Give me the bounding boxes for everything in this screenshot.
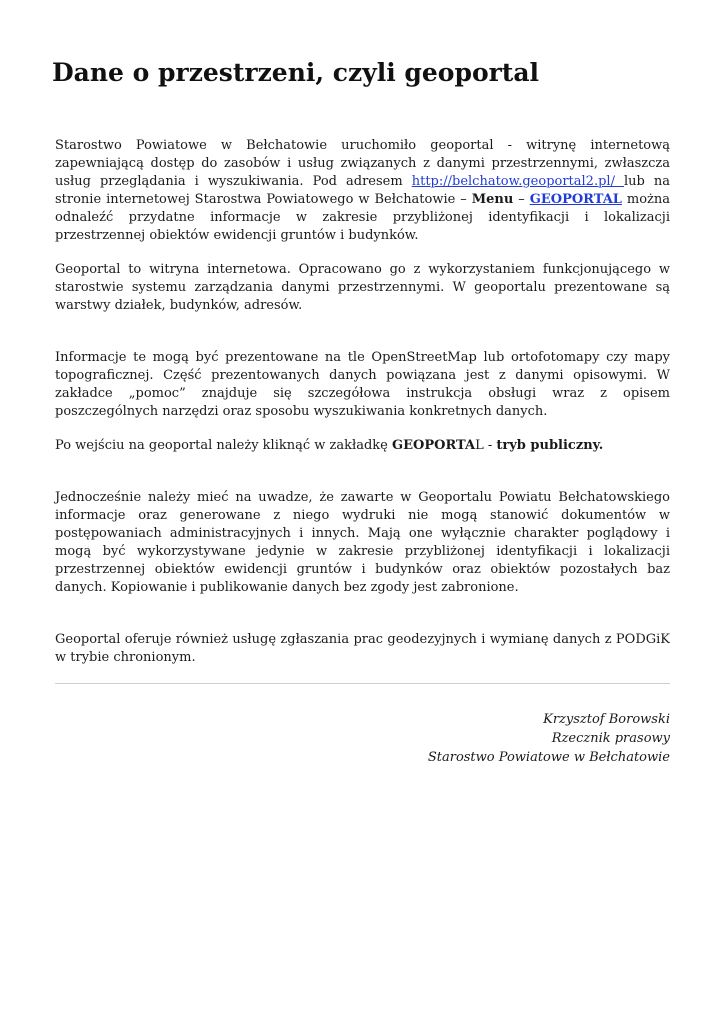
paragraph-description: Geoportal to witryna internetowa. Opracowano go z wykorzystaniem funkcjonującego w starostwie systemu zarządzania danymi przestrzennymi. W geoportalu prezentowane są warstwy działek, budynków, adresów. <box>55 262 670 313</box>
paragraph-intro-text-d: można odnaleźć przydatne informacje w zakresie przybliżonej identyfikacji i lokalizacji przestrzennej obiektów ewidencji gruntów i budynków. <box>55 192 671 243</box>
signature-block <box>428 710 670 767</box>
geoportal-tab-label: GEOPORTA <box>392 438 476 453</box>
paragraph-access-text-b: L - <box>475 438 497 453</box>
paragraph-services: Geoportal oferuje również usługę zgłaszania prac geodezyjnych i wymianę danych z PODGiK w trybie chronionym. <box>55 632 670 665</box>
horizontal-divider <box>55 683 670 684</box>
signature-role: Rzecznik prasowy <box>551 731 670 746</box>
paragraph-access-text-a: Po wejściu na geoportal należy kliknąć w zakładkę <box>55 438 393 453</box>
paragraph-disclaimer: Jednocześnie należy mieć na uwadze, że zawarte w Geoportalu Powiatu Bełchatowskiego informacje oraz generowane z niego wydruki nie mogą stanowić dokumentów w postępowaniach administracyjnych i innych. Mają one wyłącznie charakter poglądowy i mogą być wykorzystywane jedynie w zakresie przybliżonej identyfikacji i lokalizacji przestrzennej obiektów ewidencji gruntów i budynków oraz obiektów pozostałych baz danych. Kopiowanie i publikowanie danych bez zgody jest zabronione. <box>55 490 670 595</box>
geoportal-menu-link[interactable]: GEOPORTAL <box>529 192 622 207</box>
paragraph-intro <box>55 137 670 245</box>
paragraph-background-layers: Informacje te mogą być prezentowane na tle OpenStreetMap lub ortofotomapy czy mapy topograficznej. Część prezentowanych danych powiązana jest z danymi opisowymi. W zakładce „pomoc” znajduje się szczegółowa instrukcja obsługi wraz z opisem poszczególnych narzędzi oraz sposobu wyszukiwania konkretnych danych. <box>55 350 670 419</box>
paragraph-access-instructions <box>55 437 670 455</box>
public-mode-label: tryb publiczny. <box>496 438 604 453</box>
menu-label: Menu <box>471 192 514 207</box>
signature-name: Krzysztof Borowski <box>543 712 670 727</box>
signature-organization: Starostwo Powiatowe w Bełchatowie <box>427 750 670 765</box>
article-body <box>55 137 670 667</box>
page-title: Dane o przestrzeni, czyli geoportal <box>52 58 540 87</box>
geoportal-url-link[interactable]: http://belchatow.geoportal2.pl/ <box>411 174 624 189</box>
paragraph-intro-text-a: Starostwo Powiatowe w Bełchatowie uruchomiło geoportal - witrynę internetową zapewniającą dostęp do zasobów i usług związanych z danymi przestrzennymi, zwłaszcza usług przeglądania i wyszukiwania. Pod adresem <box>55 138 670 189</box>
paragraph-intro-text-b: lub na stronie internetowej Starostwa Powiatowego w Bełchatowie – <box>55 174 670 207</box>
paragraph-intro-text-c: – <box>513 192 530 207</box>
